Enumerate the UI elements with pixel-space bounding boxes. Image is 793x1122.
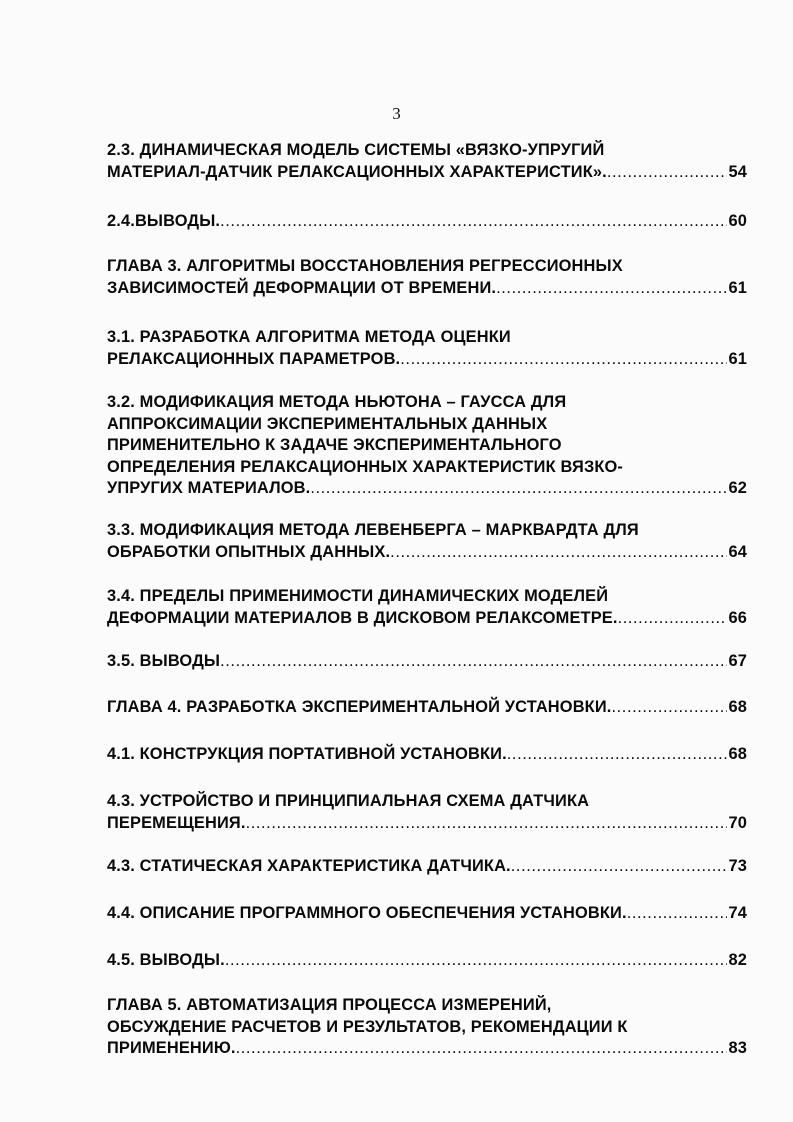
dot-leader <box>507 744 728 766</box>
dot-leader <box>400 349 727 371</box>
toc-entry-line: ДЕФОРМАЦИИ МАТЕРИАЛОВ В ДИСКОВОМ РЕЛАКСОМЕТРЕ. <box>107 608 618 627</box>
toc-entry-line: 4.3. УСТРОЙСТВО И ПРИНЦИПИАЛЬНАЯ СХЕМА ДАТЧИКА <box>107 792 590 810</box>
toc-page-number: 70 <box>728 813 747 832</box>
dot-leader <box>511 856 728 878</box>
toc-page-number: 60 <box>728 212 747 230</box>
dot-leader <box>627 903 728 925</box>
toc-entry <box>107 211 747 233</box>
toc-entry <box>107 697 747 719</box>
toc-page-number: 67 <box>728 652 747 670</box>
toc-entry-line: 3.5. ВЫВОДЫ <box>107 652 221 670</box>
toc-page-number: 54 <box>728 162 747 181</box>
toc-entry <box>107 856 747 878</box>
dot-leader <box>310 478 727 500</box>
toc-entry-line: ГЛАВА 4. РАЗРАБОТКА ЭКСПЕРИМЕНТАЛЬНОЙ УСТАНОВКИ. <box>107 698 612 716</box>
toc-entry-last-line <box>107 478 747 500</box>
toc-entry-line: 2.4.ВЫВОДЫ. <box>107 212 221 230</box>
toc-entry-line: АППРОКСИМАЦИИ ЭКСПЕРИМЕНТАЛЬНЫХ ДАННЫХ <box>107 414 548 433</box>
toc-entry <box>107 950 747 972</box>
toc-entry <box>107 327 747 370</box>
toc-page-number: 64 <box>728 542 747 561</box>
toc-page-number: 68 <box>728 745 747 763</box>
toc-entry-last-line <box>107 211 747 233</box>
toc-entry-last-line <box>107 903 747 925</box>
toc-entry-line: ПРИМЕНИТЕЛЬНО К ЗАДАЧЕ ЭКСПЕРИМЕНТАЛЬНОГО <box>107 436 562 454</box>
toc-page-number: 62 <box>728 479 747 497</box>
toc-page-number: 73 <box>728 857 747 875</box>
toc-entry-line: ПРИМЕНЕНИЮ. <box>107 1039 236 1057</box>
toc-entry <box>107 744 747 766</box>
dot-leader <box>236 1038 728 1060</box>
toc-entry-line: 4.3. СТАТИЧЕСКАЯ ХАРАКТЕРИСТИКА ДАТЧИКА. <box>107 857 511 875</box>
toc-entry-line: УПРУГИХ МАТЕРИАЛОВ. <box>107 479 311 497</box>
dot-leader <box>220 211 727 233</box>
toc-entry-line: ОПРЕДЕЛЕНИЯ РЕЛАКСАЦИОННЫХ ХАРАКТЕРИСТИК ВЯЗКО- <box>107 457 624 476</box>
toc-entry-line: 4.4. ОПИСАНИЕ ПРОГРАММНОГО ОБЕСПЕЧЕНИЯ УСТАНОВКИ. <box>107 904 627 922</box>
toc-entry-line: 4.1. КОНСТРУКЦИЯ ПОРТАТИВНОЙ УСТАНОВКИ. <box>107 745 507 763</box>
dot-leader <box>607 162 728 184</box>
toc-entry-last-line <box>107 608 747 630</box>
toc-entry-last-line <box>107 697 747 719</box>
toc-entry-line: ГЛАВА 5. АВТОМАТИЗАЦИЯ ПРОЦЕССА ИЗМЕРЕНИЙ, <box>107 996 552 1014</box>
toc-page-number: 83 <box>728 1039 747 1057</box>
toc-page-number: 74 <box>728 904 747 922</box>
toc-entry-last-line <box>107 542 747 564</box>
toc-entry <box>107 651 747 673</box>
toc-entry-last-line <box>107 278 747 300</box>
toc-entry-last-line <box>107 1038 747 1060</box>
dot-leader <box>246 813 728 835</box>
toc-entry-last-line <box>107 651 747 673</box>
dot-leader <box>225 950 728 972</box>
toc-entry-last-line <box>107 162 747 184</box>
toc-page-number: 82 <box>728 951 747 969</box>
toc-page-number: 68 <box>728 698 747 716</box>
toc-entry-line: 3.4. ПРЕДЕЛЫ ПРИМЕНИМОСТИ ДИНАМИЧЕСКИХ МОДЕЛЕЙ <box>107 587 609 605</box>
dot-leader <box>618 608 728 630</box>
toc-entry-line: РЕЛАКСАЦИОННЫХ ПАРАМЕТРОВ. <box>107 349 401 368</box>
toc-entry <box>107 903 747 925</box>
toc-entry-line: 3.1. РАЗРАБОТКА АЛГОРИТМА МЕТОДА ОЦЕНКИ <box>107 328 511 346</box>
dot-leader <box>611 697 727 719</box>
toc-entry-line: ГЛАВА 3. АЛГОРИТМЫ ВОССТАНОВЛЕНИЯ РЕГРЕССИОННЫХ <box>107 257 623 275</box>
page-number: 3 <box>392 104 401 123</box>
toc-entry <box>107 995 747 1060</box>
toc-entry <box>107 392 747 500</box>
toc-page-number: 61 <box>728 278 747 297</box>
toc-entry-last-line <box>107 349 747 371</box>
toc-entry-line: ОБРАБОТКИ ОПЫТНЫХ ДАННЫХ. <box>107 542 391 561</box>
toc-entry <box>107 791 747 834</box>
toc-entry <box>107 586 747 629</box>
dot-leader <box>220 651 727 673</box>
toc-entry-line: 3.3. МОДИФИКАЦИЯ МЕТОДА ЛЕВЕНБЕРГА – МАРКВАРДТА ДЛЯ <box>107 521 639 539</box>
toc-entry-last-line <box>107 744 747 766</box>
toc-entry-line: ОБСУЖДЕНИЕ РАСЧЕТОВ И РЕЗУЛЬТАТОВ, РЕКОМЕНДАЦИИ К <box>107 1017 628 1036</box>
toc-entry-last-line <box>107 856 747 878</box>
toc-entry-last-line <box>107 950 747 972</box>
toc-entry-last-line <box>107 813 747 835</box>
toc-page-number: 61 <box>728 349 747 368</box>
toc-entry-line: 4.5. ВЫВОДЫ. <box>107 951 225 969</box>
toc-page-number: 66 <box>728 608 747 627</box>
dot-leader <box>390 542 727 564</box>
dot-leader <box>496 278 727 300</box>
toc-entry-line: ЗАВИСИМОСТЕЙ ДЕФОРМАЦИИ ОТ ВРЕМЕНИ. <box>107 278 497 297</box>
toc-entry-line: ПЕРЕМЕЩЕНИЯ. <box>107 813 246 832</box>
toc-entry <box>107 520 747 563</box>
toc-entry-line: 3.2. МОДИФИКАЦИЯ МЕТОДА НЬЮТОНА – ГАУССА ДЛЯ <box>107 393 567 411</box>
toc-entry <box>107 256 747 299</box>
toc-entry-line: МАТЕРИАЛ-ДАТЧИК РЕЛАКСАЦИОННЫХ ХАРАКТЕРИСТИК». <box>107 162 607 181</box>
toc-entry <box>107 140 747 183</box>
toc-entry-line: 2.3. ДИНАМИЧЕСКАЯ МОДЕЛЬ СИСТЕМЫ «ВЯЗКО-УПРУГИЙ <box>107 141 605 159</box>
